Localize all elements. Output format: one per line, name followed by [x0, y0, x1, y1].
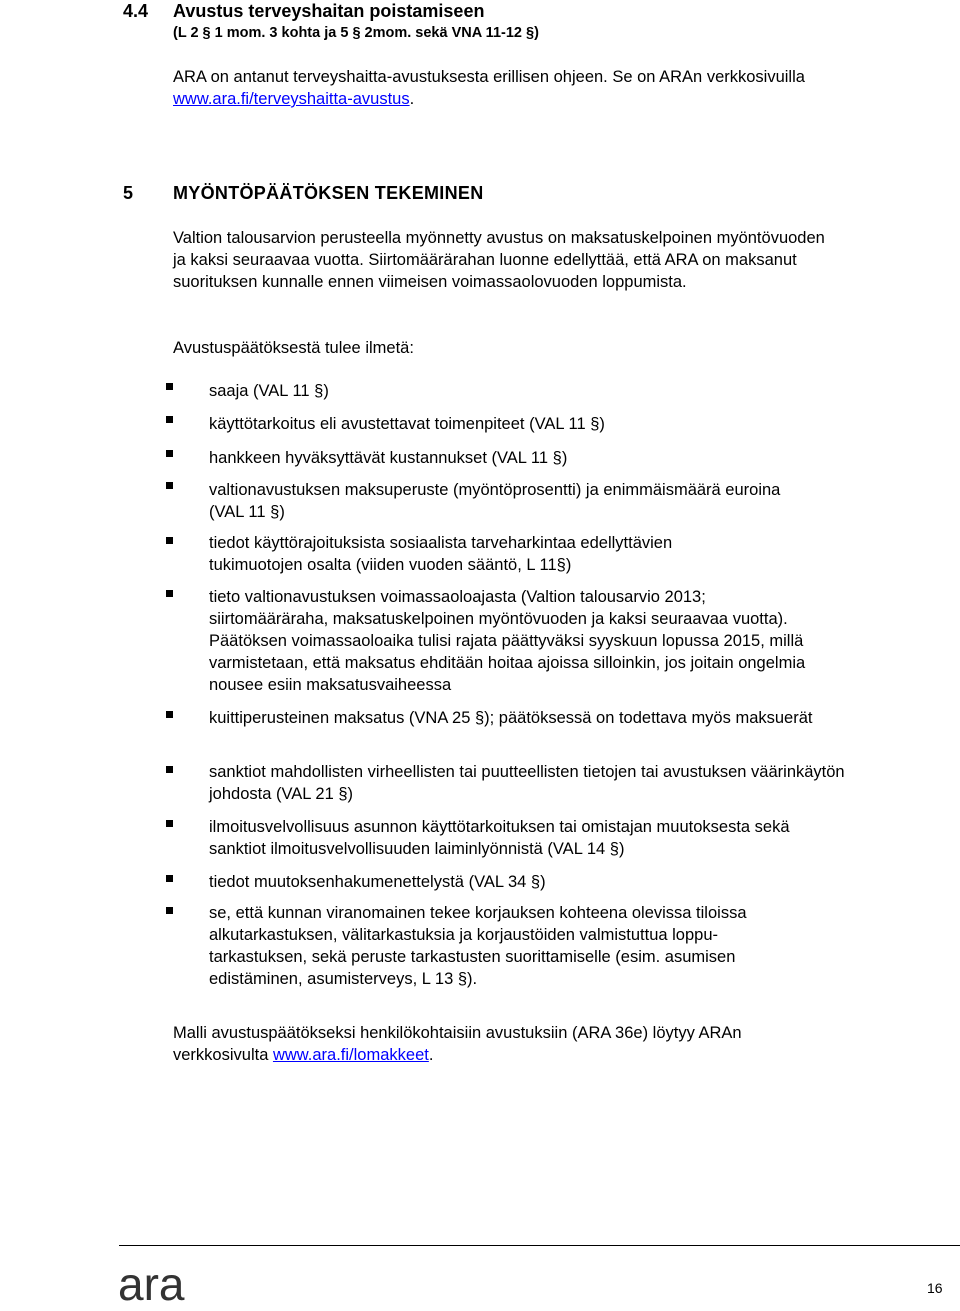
list-bullet: [166, 383, 173, 390]
list-bullet: [166, 820, 173, 827]
closing-text: Malli avustuspäätökseksi henkilökohtaisiin avustuksiin (ARA 36e) löytyy ARAn verkkosivulta: [173, 1024, 742, 1064]
list-bullet: [166, 482, 173, 489]
list-item: saaja (VAL 11 §): [209, 382, 329, 400]
list-item: sanktiot mahdollisten virheellisten tai puutteellisten tietojen tai avustuksen väärinkäytön johdosta (VAL 21 §): [209, 763, 845, 803]
section-5-number: 5: [123, 183, 134, 203]
list-item: ilmoitusvelvollisuus asunnon käyttötarkoituksen tai omistajan muutoksesta sekä sanktiot ilmoitusvelvollisuuden laiminlyönnistä (VAL 14 §): [209, 818, 790, 858]
list-item: se, että kunnan viranomainen tekee korjauksen kohteena olevissa tiloissa alkutarkastuksen, välitarkastuksia ja korjaustöiden valmistuttua lopputarkastuksen, sekä peruste tarkastusten suorittamiselle (esim. asumisen edistäminen, asumisterveys, L 13 §).: [209, 904, 747, 988]
list-bullet: [166, 875, 173, 882]
terveyshaitta-link[interactable]: www.ara.fi/terveyshaitta-avustus: [173, 90, 410, 108]
list-item: tiedot käyttörajoituksista sosiaalista tarveharkintaa edellyttävien tukimuotojen osalta (viiden vuoden sääntö, L 11§): [209, 534, 673, 574]
list-bullet: [166, 450, 173, 457]
list-item: tiedot muutoksenhakumenettelystä (VAL 34 §): [209, 873, 546, 891]
section-5-paragraph: Valtion talousarvion perusteella myönnetty avustus on maksatuskelpoinen myöntövuoden ja kaksi seuraavaa vuotta. Siirtomäärärahan luonne edellyttää, että ARA on maksanut suorituksen kunnalle ennen viimeisen voimassaolovuoden loppumista.: [173, 229, 825, 291]
ara-logo: [118, 1262, 190, 1311]
list-bullet: [166, 590, 173, 597]
section-5-title: MYÖNTÖPÄÄTÖKSEN TEKEMINEN: [173, 183, 484, 203]
ara-logo-text: ara: [118, 1262, 185, 1306]
list-item: käyttötarkoitus eli avustettavat toimenpiteet (VAL 11 §): [209, 415, 605, 433]
footer-divider: [119, 1245, 960, 1246]
list-bullet: [166, 416, 173, 423]
paragraph-end: .: [409, 90, 415, 108]
list-item: kuittiperusteinen maksatus (VNA 25 §); päätöksessä on todettava myös maksuerät: [209, 709, 813, 727]
list-item: hankkeen hyväksyttävät kustannukset (VAL 11 §): [209, 449, 568, 467]
section-4-4-paragraph: [173, 66, 813, 110]
list-item: valtionavustuksen maksuperuste (myöntöprosentti) ja enimmäismäärä euroina (VAL 11 §): [209, 481, 781, 521]
list-bullet: [166, 907, 173, 914]
section-4-4-subtitle: (L 2 § 1 mom. 3 kohta ja 5 § 2mom. sekä VNA 11-12 §): [173, 25, 539, 41]
paragraph-text: ARA on antanut terveyshaitta-avustuksesta erillisen ohjeen. Se on ARAn verkkosivuilla: [173, 68, 805, 86]
list-item: tieto valtionavustuksen voimassaoloajasta (Valtion talousarvio 2013; siirtomääräraha, maksatuskelpoinen myöntövuoden ja kaksi seuraavaa vuotta). Päätöksen voimassaoloaika tulisi rajata päättyväksi syyskuun lopussa 2015, millä varmistetaan, että maksatus ehditään hoitaa ajoissa silloinkin, jos joitain ongelmia nousee esiin maksatusvaiheessa: [209, 588, 806, 694]
section-4-4-number: 4.4: [123, 1, 149, 21]
section-4-4-title: Avustus terveyshaitan poistamiseen: [173, 1, 485, 21]
list-bullet: [166, 711, 173, 718]
page-number: 16: [927, 1280, 943, 1296]
closing-end: .: [428, 1046, 434, 1064]
list-bullet: [166, 766, 173, 773]
list-bullet: [166, 537, 173, 544]
list-intro: Avustuspäätöksestä tulee ilmetä:: [173, 339, 414, 357]
closing-paragraph: [173, 1022, 838, 1066]
lomakkeet-link[interactable]: www.ara.fi/lomakkeet: [272, 1046, 429, 1064]
